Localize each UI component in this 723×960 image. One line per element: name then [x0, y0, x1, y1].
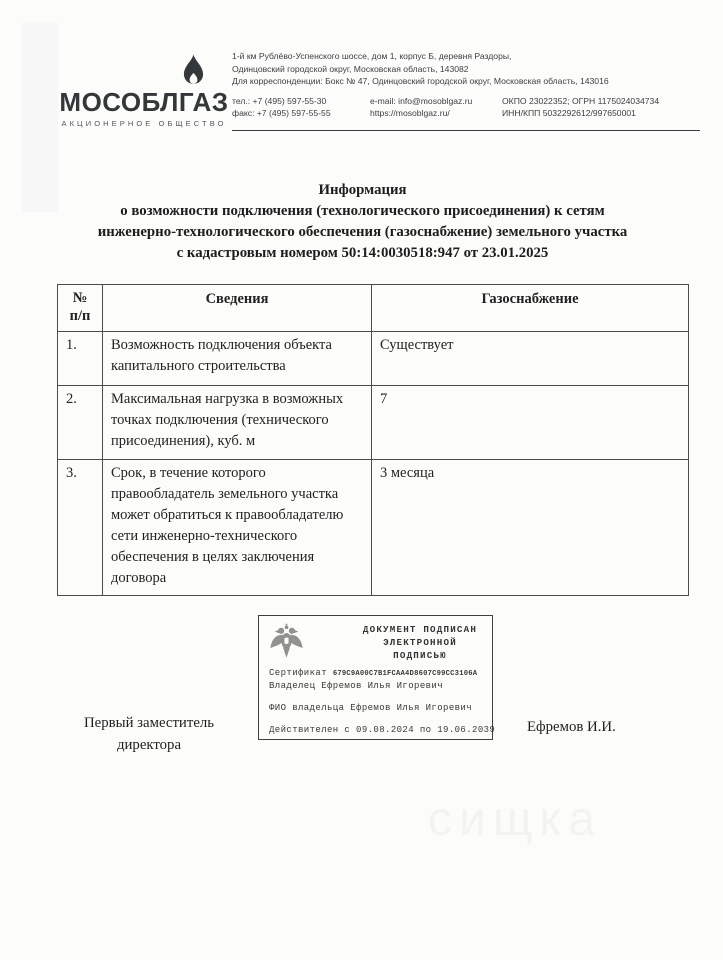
row-info: Максимальная нагрузка в возможных точках подключения (технического присоединения), куб. м: [103, 386, 372, 460]
address-line: Одинцовский городской округ, Московская область, 143082: [232, 63, 469, 74]
certificate-owner: Владелец Ефремов Илья Игоревич: [269, 681, 444, 691]
validity-period: Действителен с 09.08.2024 по 19.06.2039: [269, 725, 496, 735]
column-header-info: Сведения: [103, 285, 372, 332]
phone-number: тел.: +7 (495) 597-55-30: [232, 95, 327, 106]
row-number: 1.: [58, 332, 103, 386]
signer-name: Ефремов И.И.: [527, 719, 616, 735]
title-line: с кадастровым номером 50:14:0030518:947 от 23.01.2025: [176, 245, 549, 261]
header-divider: [232, 130, 700, 131]
fax-number: факс: +7 (495) 597-55-55: [232, 108, 331, 118]
digital-signature-stamp: [258, 615, 496, 740]
contact-grid: [232, 95, 702, 120]
title-line: инженерно-технологического обеспечения (газоснабжение) земельного участка: [97, 224, 628, 240]
document-title: [40, 180, 685, 264]
stamp-header: ДОКУМЕНТ ПОДПИСАН ЭЛЕКТРОННОЙ ПОДПИСЬЮ: [362, 624, 478, 661]
row-number: 2.: [58, 386, 103, 460]
certificate-number: 679C9A00C7B1FCAA4D8607C99CC3106A: [332, 670, 478, 678]
gas-flame-icon: [182, 54, 205, 87]
okpo-ogrn: ОКПО 23022352; ОГРН 1175024034734: [502, 95, 660, 106]
inn-kpp: ИНН/КПП 5032292612/997650001: [502, 108, 636, 118]
row-gas-value: 3 месяца: [372, 460, 689, 596]
address-line: 1-й км Рублёво-Успенского шоссе, дом 1, корпус Б, деревня Раздоры,: [232, 51, 512, 61]
table-header-row: [58, 285, 689, 332]
table-row: [58, 460, 689, 596]
state-eagle-emblem-icon: [268, 621, 305, 661]
email-address: e-mail: info@mosoblgaz.ru: [370, 95, 473, 106]
row-gas-value: Существует: [372, 332, 689, 386]
column-header-num: № п/п: [58, 285, 103, 332]
row-info: Срок, в течение которого правообладатель земельного участка может обратиться к правообладателю сети инженерно-технического обеспечения в целях заключения договора: [103, 460, 372, 596]
gas-info-table: [57, 284, 689, 596]
company-contacts-block: [232, 50, 702, 120]
company-name: МОСОБЛГАЗ: [59, 87, 229, 117]
signer-position: Первый заместитель директора: [83, 715, 215, 753]
owner-full-name: ФИО владельца Ефремов Илья Игоревич: [269, 703, 473, 713]
row-gas-value: 7: [372, 386, 689, 460]
row-number: 3.: [58, 460, 103, 596]
website-url: https://mosoblgaz.ru/: [370, 108, 450, 118]
column-header-gas: Газоснабжение: [372, 285, 689, 332]
row-info: Возможность подключения объекта капитального строительства: [103, 332, 372, 386]
address-line: Для корреспонденции: Бокс № 47, Одинцовский городской округ, Московская область, 143016: [232, 76, 609, 86]
certificate-line: Сертификат 679C9A00C7B1FCAA4D8607C99CC3106A: [269, 668, 478, 678]
title-line: Информация: [318, 182, 407, 198]
table-row: [58, 332, 689, 386]
watermark-text: сищка: [428, 793, 603, 846]
table-row: [58, 386, 689, 460]
title-line: о возможности подключения (технологического присоединения) к сетям: [120, 203, 605, 219]
company-legal-form: АКЦИОНЕРНОЕ ОБЩЕСТВО: [61, 119, 227, 128]
company-logo: [58, 54, 230, 128]
